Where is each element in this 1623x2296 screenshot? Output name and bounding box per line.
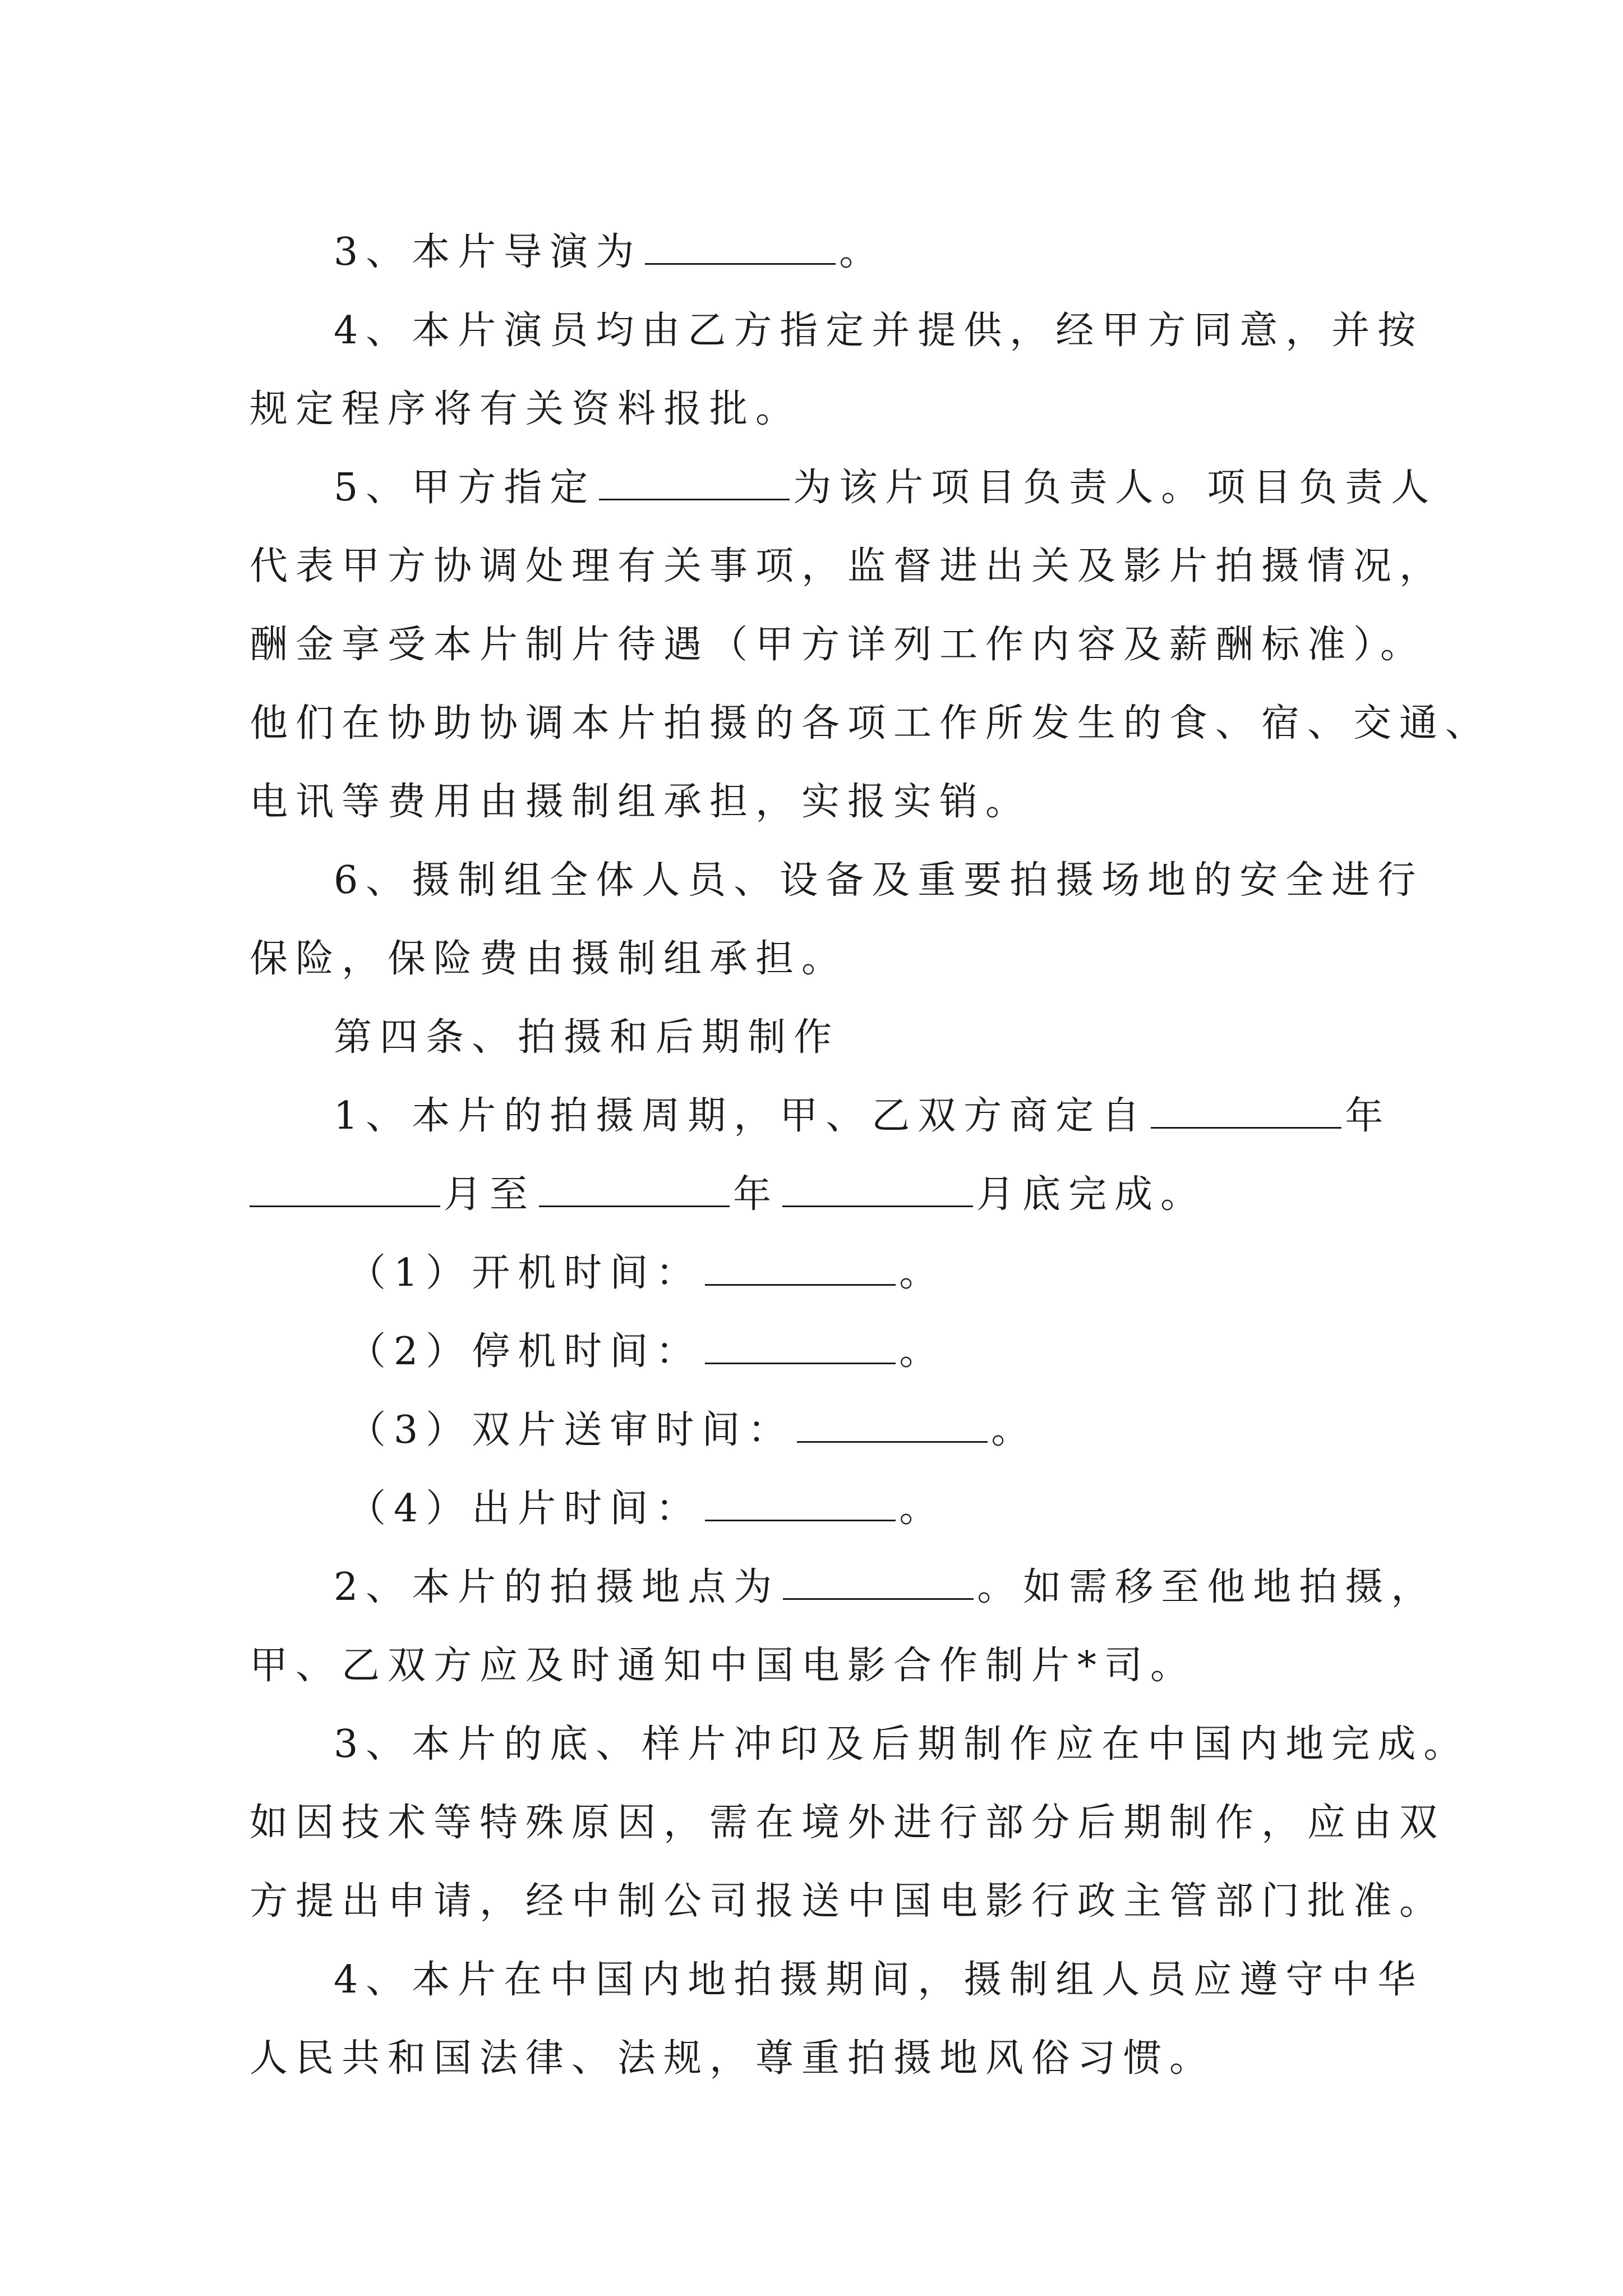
text: 。 (839, 230, 886, 274)
text: 5、甲方指定 (334, 466, 596, 510)
paragraph-postproduction-line3: 方提出申请，经中制公司报送中国电影行政主管部门批准。 (250, 1879, 1446, 1924)
text: （4）出片时间： (348, 1487, 702, 1531)
text: 月底完成。 (976, 1172, 1207, 1217)
fill-blank (782, 1171, 973, 1207)
paragraph-manager-line5: 电讯等费用由摄制组承担，实报实销。 (250, 780, 1032, 824)
paragraph-schedule-line1 (250, 1077, 1391, 1156)
text: 月至 (444, 1172, 536, 1217)
text: 3、本片导演为 (334, 230, 642, 274)
paragraph-postproduction-line2: 如因技术等特殊原因，需在境外进行部分后期制作，应由双 (250, 1801, 1446, 1845)
text: 年 (1345, 1094, 1391, 1138)
fill-blank (783, 1563, 974, 1600)
text: 。 (899, 1251, 946, 1295)
fill-blank (705, 1485, 896, 1521)
fill-blank (599, 464, 790, 500)
paragraph-actors-line2: 规定程序将有关资料报批。 (250, 387, 802, 431)
text: 。 (899, 1329, 946, 1374)
text: （3）双片送审时间： (348, 1408, 794, 1452)
paragraph-manager-line1 (250, 449, 1437, 527)
text: 。如需移至他地拍摄， (977, 1565, 1437, 1609)
list-item (250, 1391, 1388, 1470)
fill-blank (705, 1328, 896, 1364)
text: 。 (899, 1487, 946, 1531)
text: （1）开机时间： (348, 1251, 702, 1295)
text: 为该片项目负责人。项目负责人 (793, 466, 1437, 510)
fill-blank (797, 1406, 988, 1443)
paragraph-schedule-line2 (250, 1156, 1388, 1234)
text: 。 (991, 1408, 1038, 1452)
paragraph-actors-line1: 4、本片演员均由乙方指定并提供，经甲方同意，并按 (334, 309, 1424, 353)
list-item (250, 1470, 1388, 1548)
fill-blank (705, 1249, 896, 1286)
text: 1、本片的拍摄周期，甲、乙双方商定自 (334, 1094, 1148, 1138)
list-item (250, 1234, 1388, 1313)
paragraph-insurance-line1: 6、摄制组全体人员、设备及重要拍摄场地的安全进行 (334, 858, 1424, 903)
paragraph-location-line1 (250, 1548, 1437, 1627)
paragraph-insurance-line2: 保险，保险费由摄制组承担。 (250, 937, 848, 981)
paragraph-postproduction-line1: 3、本片的底、样片冲印及后期制作应在中国内地完成。 (334, 1722, 1470, 1766)
paragraph-manager-line4: 他们在协助协调本片拍摄的各项工作所发生的食、宿、交通、 (250, 701, 1492, 746)
document-body (250, 213, 1492, 2098)
fill-blank (250, 1171, 440, 1207)
paragraph-conduct-line2: 人民共和国法律、法规，尊重拍摄地风俗习惯。 (250, 2036, 1216, 2081)
fill-blank (539, 1171, 730, 1207)
paragraph-conduct-line1: 4、本片在中国内地拍摄期间，摄制组人员应遵守中华 (334, 1958, 1424, 2002)
paragraph-location-line2: 甲、乙双方应及时通知中国电影合作制片*司。 (250, 1644, 1197, 1688)
paragraph-director (250, 213, 1388, 292)
fill-blank (645, 228, 836, 265)
text: （2）停机时间： (348, 1329, 702, 1374)
section-heading: 第四条、拍摄和后期制作 (334, 1015, 840, 1060)
text: 年 (733, 1172, 780, 1217)
fill-blank (1151, 1092, 1341, 1129)
paragraph-manager-line2: 代表甲方协调处理有关事项，监督进出关及影片拍摄情况， (250, 544, 1446, 588)
list-item (250, 1313, 1388, 1391)
text: 2、本片的拍摄地点为 (334, 1565, 780, 1609)
paragraph-manager-line3: 酬金享受本片制片待遇（甲方详列工作内容及薪酬标准）。 (250, 623, 1427, 667)
